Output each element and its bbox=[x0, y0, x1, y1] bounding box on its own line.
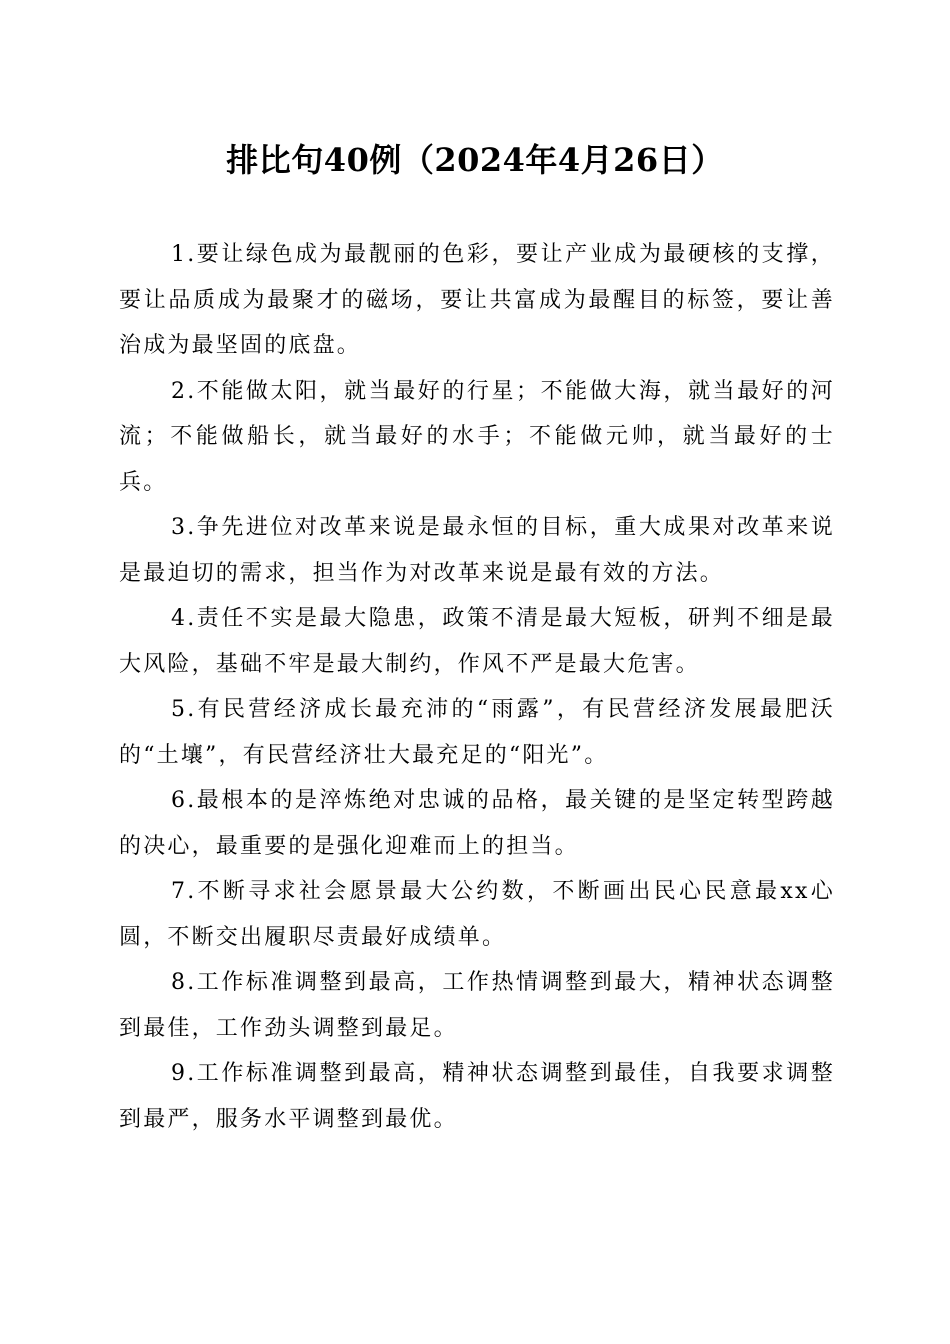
document-body bbox=[119, 232, 835, 1142]
paragraph-6: 6.最根本的是淬炼绝对忠诚的品格，最关键的是坚定转型跨越的决心，最重要的是强化迎难而上的担当。 bbox=[119, 788, 835, 859]
paragraph-5: 5.有民营经济成长最充沛的“雨露”，有民营经济发展最肥沃的“土壤”，有民营经济壮大最充足的“阳光”。 bbox=[119, 697, 835, 768]
paragraph-9: 9.工作标准调整到最高，精神状态调整到最佳，自我要求调整到最严，服务水平调整到最优。 bbox=[119, 1061, 835, 1132]
paragraph-2: 2.不能做太阳，就当最好的行星；不能做大海，就当最好的河流；不能做船长，就当最好的水手；不能做元帅，就当最好的士兵。 bbox=[119, 378, 835, 495]
paragraph-1: 1.要让绿色成为最靓丽的色彩，要让产业成为最硬核的支撑，要让品质成为最聚才的磁场，要让共富成为最醒目的标签，要让善治成为最坚固的底盘。 bbox=[119, 242, 835, 358]
paragraph-4: 4.责任不实是最大隐患，政策不清是最大短板，研判不细是最大风险，基础不牢是最大制约，作风不严是最大危害。 bbox=[119, 606, 835, 677]
paragraph-8: 8.工作标准调整到最高，工作热情调整到最大，精神状态调整到最佳，工作劲头调整到最足。 bbox=[119, 970, 835, 1041]
paragraph-7: 7.不断寻求社会愿景最大公约数，不断画出民心民意最xx心圆，不断交出履职尽责最好成绩单。 bbox=[119, 879, 835, 950]
paragraph-3: 3.争先进位对改革来说是最永恒的目标，重大成果对改革来说是最迫切的需求，担当作为对改革来说是最有效的方法。 bbox=[119, 515, 835, 586]
document-title: 排比句40例（2024年4月26日） bbox=[226, 141, 724, 179]
